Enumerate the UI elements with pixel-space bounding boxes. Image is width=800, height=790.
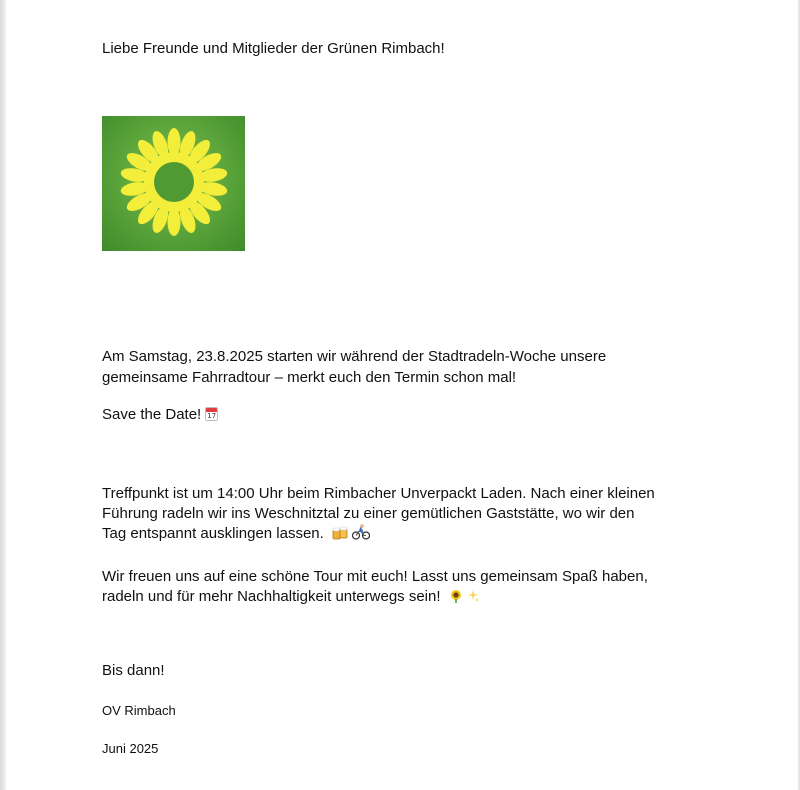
beer-emoji-icon (332, 526, 348, 540)
paragraph-2-line-1: Treffpunkt ist um 14:00 Uhr beim Rimbacher Unverpackt Laden. Nach einer kleinen (102, 485, 655, 502)
closing-text: Bis dann! (102, 662, 165, 679)
greeting-text: Liebe Freunde und Mitglieder der Grünen Rimbach! (102, 40, 445, 57)
sunflower-logo-icon (102, 116, 245, 251)
bicyclist-emoji-icon (352, 524, 370, 540)
paragraph-3-line-2-wrap (102, 586, 479, 607)
save-the-date-text: Save the Date! (102, 406, 202, 423)
calendar-emoji-icon: 17 (205, 407, 218, 421)
paragraph-1-line-1: Am Samstag, 23.8.2025 starten wir während der Stadtradeln-Woche unsere (102, 348, 607, 365)
sparkles-emoji-icon (467, 589, 479, 603)
date-text: Juni 2025 (102, 741, 159, 756)
save-the-date-line (102, 404, 218, 425)
paragraph-3-line-1: Wir freuen uns auf eine schöne Tour mit euch! Lasst uns gemeinsam Spaß haben, (102, 568, 648, 585)
paragraph-2-line-2: Führung radeln wir ins Weschnitztal zu einer gemütlichen Gaststätte, wo wir den (102, 505, 635, 522)
signature-text: OV Rimbach (102, 703, 176, 718)
paragraph-1-line-2: gemeinsame Fahrradtour – merkt euch den Termin schon mal! (102, 369, 517, 386)
paragraph-2-line-3: Tag entspannt ausklingen lassen. (102, 525, 324, 542)
sunflower-emoji-icon (449, 589, 463, 603)
paragraph-3-line-2: radeln und für mehr Nachhaltigkeit unterwegs sein! (102, 588, 441, 605)
paragraph-2-line-3-wrap (102, 523, 370, 544)
